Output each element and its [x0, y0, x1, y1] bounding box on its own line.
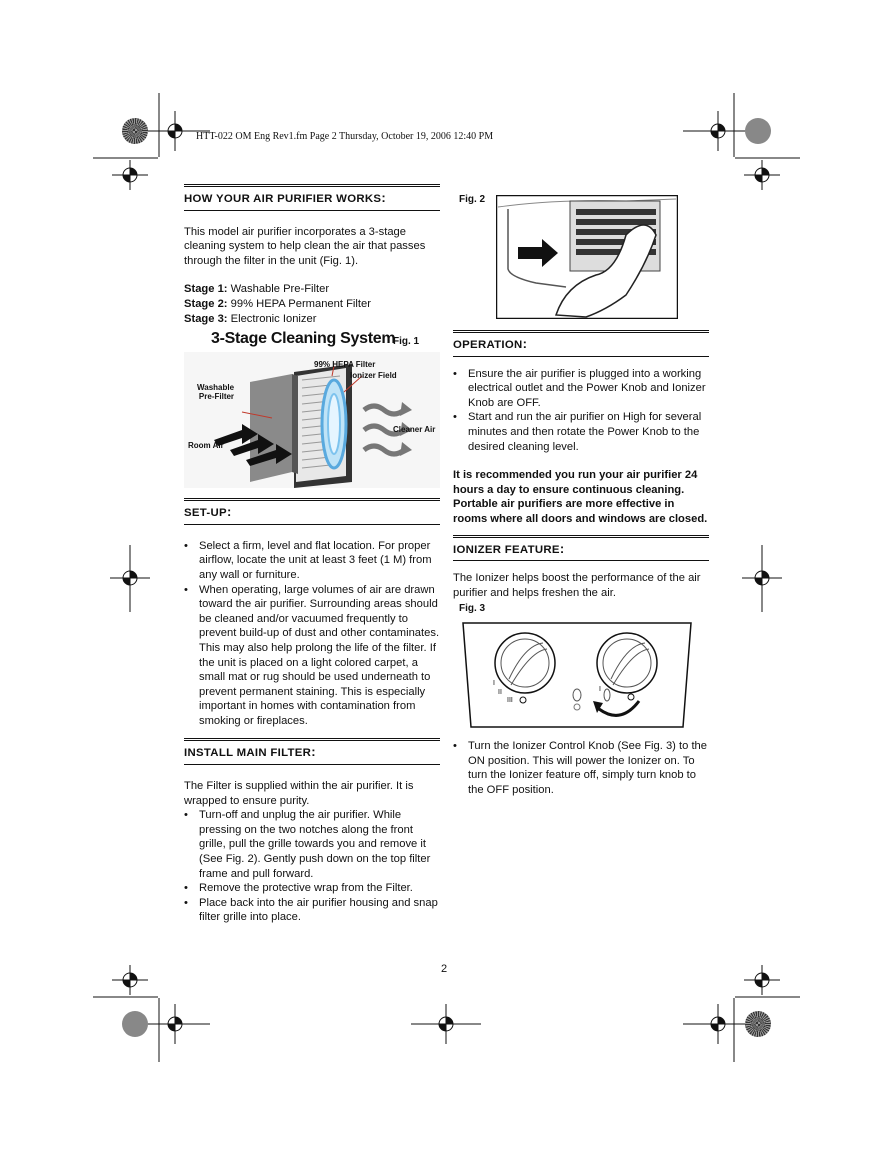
heading-text: HOW YOUR AIR PURIFIER WORKS [184, 193, 382, 205]
how-intro: This model air purifier incorporates a 3-stage cleaning system to help clean the air that passes through the filter in the unit (Fig. 1). [184, 225, 426, 267]
right-column [453, 330, 709, 797]
fig3-label: Fig. 3 [459, 603, 486, 615]
svg-text:I: I [493, 679, 495, 687]
heading-text: IONIZER FEATURE [453, 543, 560, 556]
list-item: • Turn-off and unplug the air purifier. While pressing on the two notches along the front grille, pull the grille towards you and remove it (See Fig. 2). Gently push down on the top filter frame and pull forward. [184, 808, 440, 881]
stage-text: Electronic Ionizer [227, 312, 317, 325]
filter-illustration [184, 352, 440, 488]
fig3-illustration [461, 621, 693, 729]
label-ionizer-field: Ionizer Field [350, 371, 397, 381]
stage-text: Washable Pre-Filter [227, 283, 330, 296]
ionizer-intro: The Ionizer helps boost the performance of the air purifier and helps freshen the air. [453, 572, 701, 599]
svg-text:II: II [498, 688, 502, 696]
stage-list [184, 282, 440, 326]
registration-dot [745, 1011, 771, 1037]
file-header-line: HTT-022 OM Eng Rev1.fm Page 2 Thursday, October 19, 2006 12:40 PM [196, 131, 494, 142]
svg-text:I: I [599, 685, 601, 693]
section-heading-operation: OPERATION: [453, 330, 709, 357]
fig1-title: 3-Stage Cleaning System [211, 330, 396, 348]
fig2-label: Fig. 2 [459, 194, 486, 205]
svg-text:III: III [507, 696, 513, 704]
heading-text: SET-UP [184, 507, 227, 520]
heading-text: INSTALL MAIN FILTER [184, 747, 312, 760]
install-list [184, 808, 440, 925]
stage-label: Stage 2: [184, 297, 228, 310]
stage-item [184, 282, 440, 297]
label-prefilter-line: Washable [197, 383, 235, 393]
stage-label: Stage 1: [184, 283, 228, 296]
label-prefilter-line: Pre-Filter [198, 392, 235, 402]
operation-list [453, 367, 709, 455]
left-column [184, 184, 440, 925]
label-cleaner-air: Cleaner Air [393, 425, 436, 435]
heading-text: OPERATION [453, 339, 523, 351]
list-item: • Turn the Ionizer Control Knob (See Fig. 3) to the ON position. This will power the Ionizer on. To turn the Ionizer feature off, simply turn knob to the OFF position. [453, 739, 709, 797]
section-heading-ionizer: IONIZER FEATURE: [453, 535, 709, 562]
registration-dot [122, 118, 148, 144]
setup-list [184, 539, 440, 729]
list-item: • Select a firm, level and flat location. For proper airflow, locate the unit at least 3 feet (1 M) from any wall or furniture. [184, 539, 440, 583]
registration-dot [745, 118, 771, 144]
section-heading-setup: SET-UP: [184, 498, 440, 525]
section-heading-how: HOW YOUR AIR PURIFIER WORKS: [184, 184, 440, 211]
list-item: • Start and run the air purifier on High for several minutes and then rotate the Power Knob to the desired cleaning level. [453, 410, 709, 454]
recommendation: It is recommended you run your air purifier 24 hours a day to ensure continuous cleaning. Portable air purifiers are more effective in rooms where all doors and windows are closed. [453, 469, 708, 525]
figure-1 [184, 332, 440, 488]
section-heading-install: INSTALL MAIN FILTER: [184, 738, 440, 765]
stage-text: 99% HEPA Permanent Filter [227, 297, 371, 310]
registration-dot [122, 1011, 148, 1037]
stage-item [184, 312, 440, 327]
stage-item [184, 297, 440, 312]
fig2-illustration [496, 195, 678, 319]
list-item: • Remove the protective wrap from the Filter. [184, 881, 440, 896]
list-item: • When operating, large volumes of air are drawn toward the air purifier. Surrounding areas should be cleaned and/or vacuumed frequently to prevent build-up of dust and other contaminates. This may also help prolong the life of the filter. If the unit is placed on a light colored carpet, a small mat or rug should be used underneath to prevent permanent staining. This is especially important in homes with contamination from smoking or fireplaces. [184, 583, 440, 729]
ionizer-list [453, 739, 709, 797]
stage-label: Stage 3: [184, 312, 228, 325]
page-number: 2 [441, 963, 448, 975]
list-item: • Ensure the air purifier is plugged into a working electrical outlet and the Power Knob and Ionizer Knob are OFF. [453, 367, 709, 411]
label-prefilter [197, 383, 234, 401]
fig1-label: Fig. 1 [393, 336, 420, 348]
list-item: • Place back into the air purifier housing and snap filter grille into place. [184, 896, 440, 925]
install-intro: The Filter is supplied within the air purifier. It is wrapped to ensure purity. [184, 780, 414, 807]
label-hepa: 99% HEPA Filter [314, 360, 376, 370]
label-room-air: Room Air [188, 441, 224, 451]
